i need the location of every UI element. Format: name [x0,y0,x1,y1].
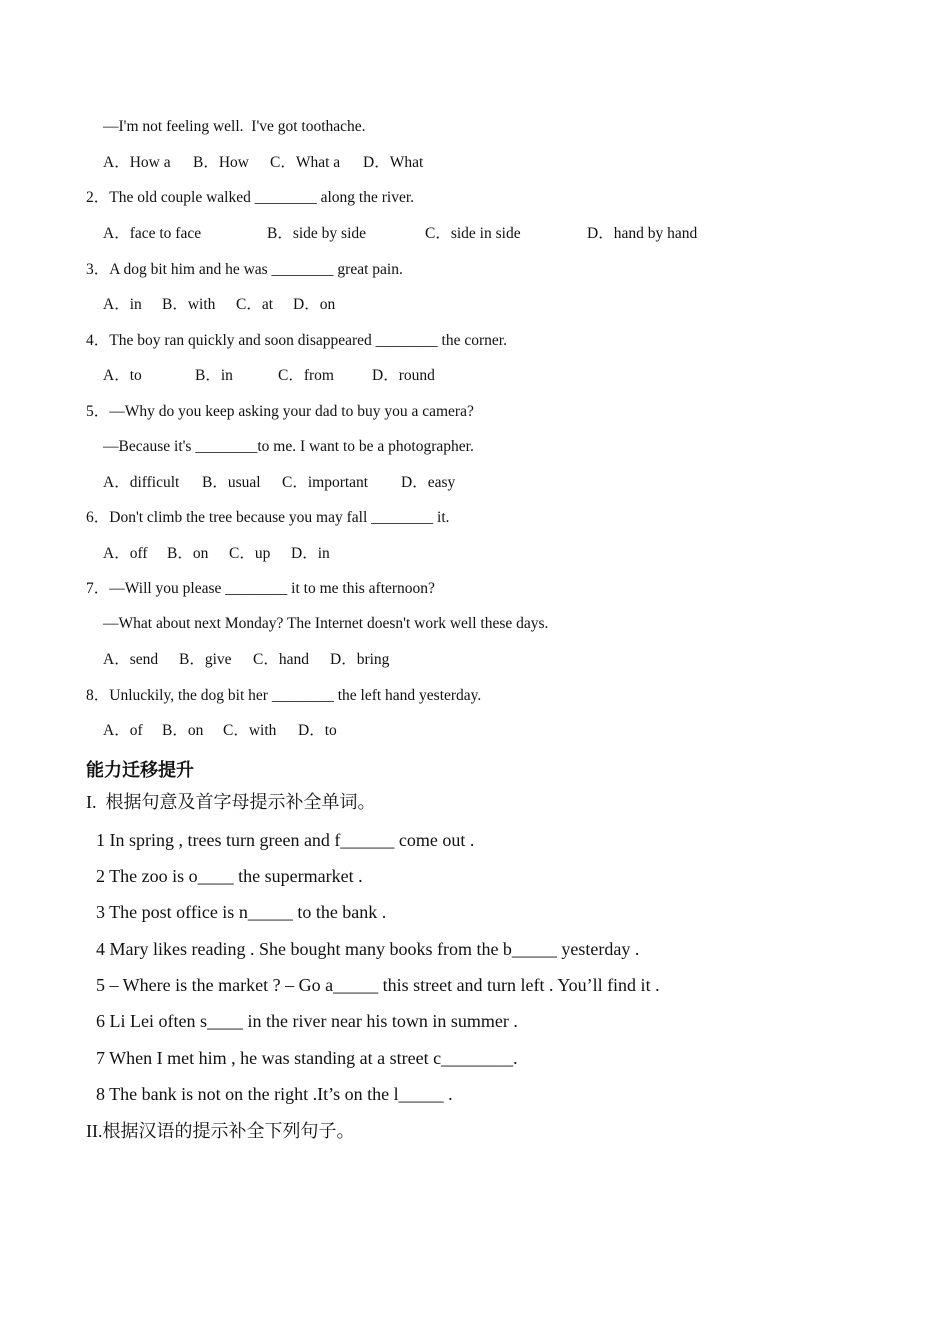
option-b: B．in [195,367,233,384]
option-d: D．on [293,296,336,313]
question-6: 6．Don't climb the tree because you may fall ________ it. [86,509,450,526]
option-b: B．on [167,545,209,562]
option-a: A．in [103,296,142,313]
part-2-title: II.根据汉语的提示补全下列句子。 [86,1121,355,1141]
option-a: A．How a [103,154,171,171]
option-a: A．to [103,367,142,384]
option-a: A．difficult [103,474,180,491]
option-c: C．What a [270,154,341,171]
question-4: 4．The boy ran quickly and soon disappeared ________ the corner. [86,332,507,349]
question-2: 2．The old couple walked ________ along the river. [86,189,415,206]
option-b: B．with [162,296,216,313]
fill-item: 6 Li Lei often s____ in the river near his town in summer . [96,1011,518,1031]
section-heading: 能力迁移提升 [86,760,194,781]
option-d: D．bring [330,651,390,668]
option-d: D．What [363,154,424,171]
option-b: B．How [193,154,249,171]
question-reply: —I'm not feeling well. I've got toothache. [103,118,366,135]
option-d: D．easy [401,474,456,491]
option-c: C．important [282,474,369,491]
option-b: B．give [179,651,232,668]
option-d: D．hand by hand [587,225,698,242]
part-1-title: I. 根据句意及首字母提示补全单词。 [86,792,376,812]
option-a: A．face to face [103,225,202,242]
question-7: 7．—Will you please ________ it to me this afternoon? [86,580,435,597]
option-b: B．usual [202,474,261,491]
fill-item: 4 Mary likes reading . She bought many books from the b_____ yesterday . [96,939,640,959]
option-a: A．of [103,722,143,739]
question-reply: —What about next Monday? The Internet doesn't work well these days. [103,615,549,632]
option-d: D．to [298,722,337,739]
option-c: C．up [229,545,271,562]
fill-item: 3 The post office is n_____ to the bank . [96,902,387,922]
fill-item: 7 When I met him , he was standing at a street c________. [96,1048,518,1068]
fill-item: 5 – Where is the market ? – Go a_____ this street and turn left . You’ll find it . [96,975,660,995]
question-reply: —Because it's ________to me. I want to be a photographer. [103,438,474,455]
fill-item: 1 In spring , trees turn green and f______ come out . [96,830,475,850]
question-3: 3．A dog bit him and he was ________ great pain. [86,261,403,278]
question-8: 8．Unluckily, the dog bit her ________ the left hand yesterday. [86,687,482,704]
fill-item: 2 The zoo is o____ the supermarket . [96,866,363,886]
option-c: C．with [223,722,277,739]
option-c: C．hand [253,651,309,668]
option-c: C．side in side [425,225,521,242]
option-a: A．send [103,651,159,668]
fill-item: 8 The bank is not on the right .It’s on the l_____ . [96,1084,453,1104]
option-b: B．side by side [267,225,367,242]
option-d: D．round [372,367,435,384]
option-b: B．on [162,722,204,739]
option-c: C．at [236,296,274,313]
option-d: D．in [291,545,330,562]
question-5: 5．—Why do you keep asking your dad to buy you a camera? [86,403,474,420]
option-c: C．from [278,367,334,384]
option-a: A．off [103,545,148,562]
